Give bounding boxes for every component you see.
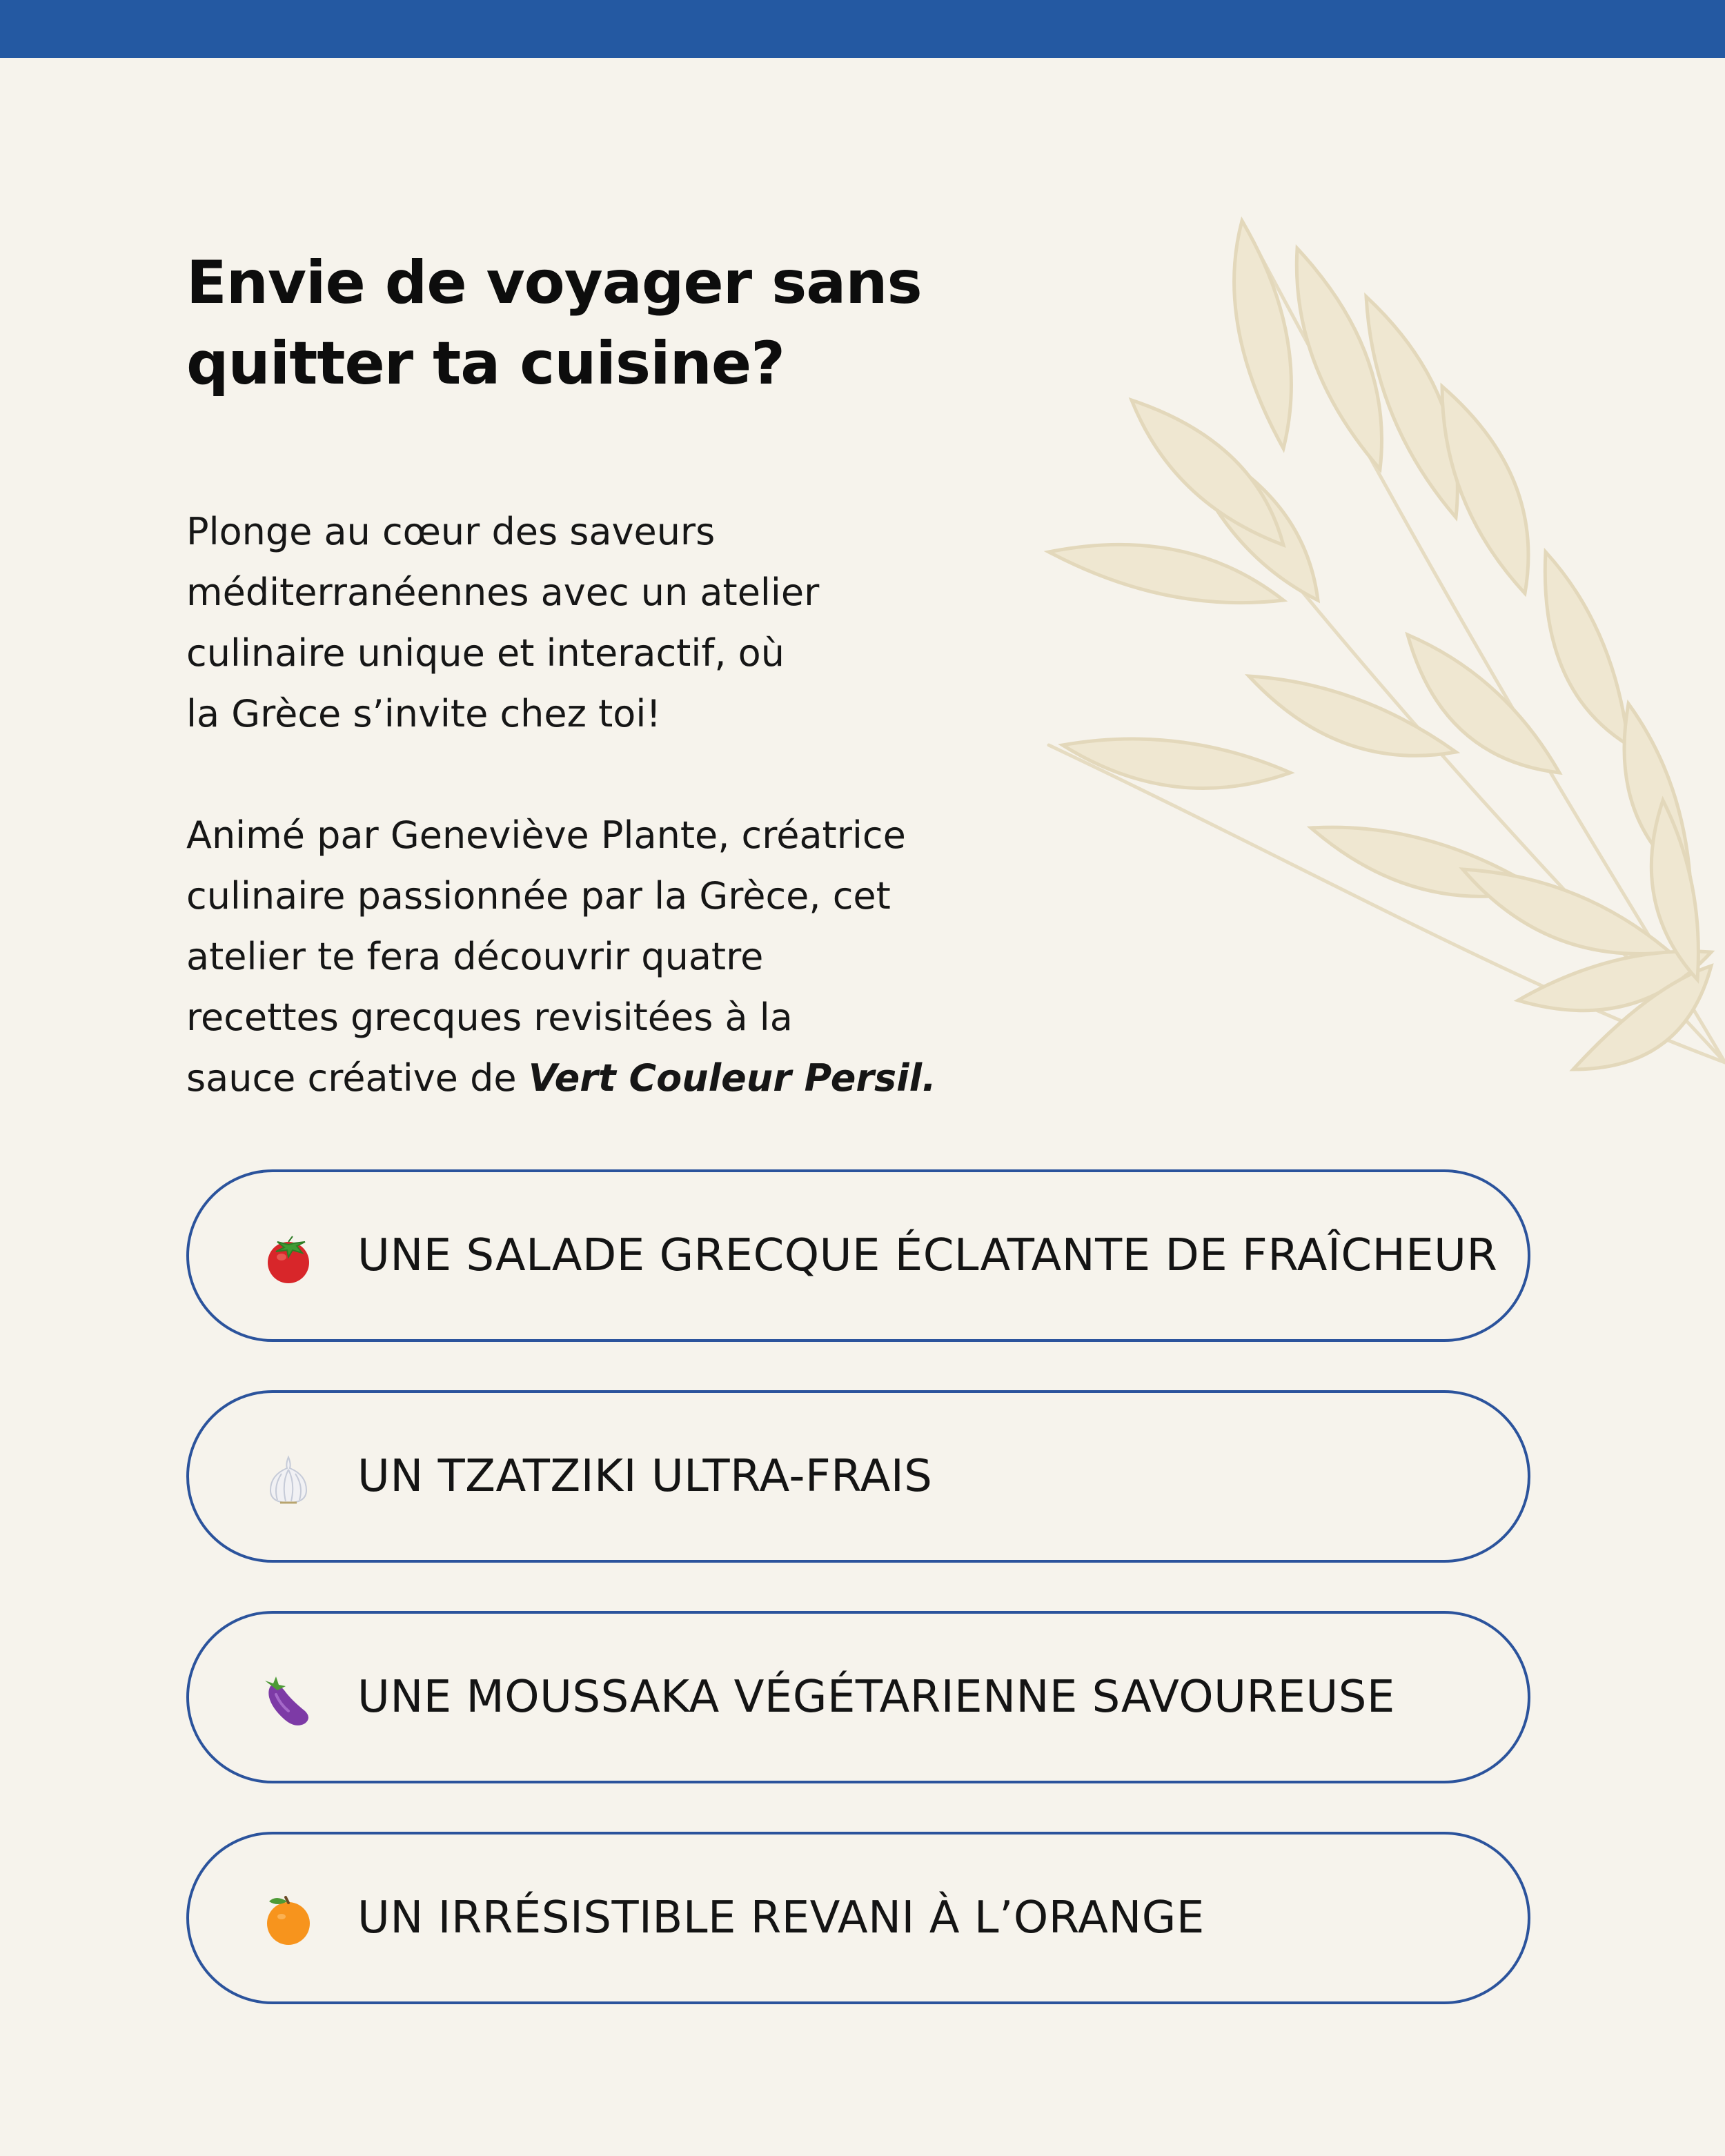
- recipe-label: UN TZATZIKI ULTRA-FRAIS: [357, 1451, 933, 1502]
- brand-name: Vert Couleur Persil.: [528, 1056, 936, 1100]
- recipe-label: UNE SALADE GRECQUE ÉCLATANTE DE FRAÎCHEUR: [357, 1230, 1498, 1281]
- top-accent-bar: [0, 0, 1725, 58]
- intro-line: culinaire unique et interactif, où: [186, 631, 785, 675]
- intro-line: Plonge au cœur des saveurs: [186, 510, 716, 553]
- recipe-label: UNE MOUSSAKA VÉGÉTARIENNE SAVOUREUSE: [357, 1672, 1395, 1723]
- host-line: culinaire passionnée par la Grèce, cet: [186, 874, 891, 918]
- recipe-item-salad: [186, 1169, 1530, 1342]
- host-line: recettes grecques revisitées à la: [186, 996, 793, 1039]
- orange-icon: [261, 1893, 316, 1948]
- recipe-item-revani: [186, 1832, 1530, 2004]
- recipe-label: UN IRRÉSISTIBLE REVANI À L’ORANGE: [357, 1892, 1205, 1944]
- intro-line: la Grèce s’invite chez toi!: [186, 692, 661, 735]
- rosemary-illustration-icon: [1021, 207, 1725, 1131]
- host-line: atelier te fera découvrir quatre: [186, 935, 764, 978]
- intro-line: méditerranéennes avec un atelier: [186, 571, 820, 614]
- page-title: [186, 243, 1014, 404]
- recipe-item-tzatziki: [186, 1390, 1530, 1563]
- host-last-line: [186, 1048, 1014, 1109]
- host-paragraph: [186, 805, 1014, 1109]
- title-line: Envie de voyager sans: [186, 248, 922, 317]
- host-line: Animé par Geneviève Plante, créatrice: [186, 813, 906, 857]
- intro-paragraph: [186, 502, 1014, 744]
- title-line: quitter ta cuisine?: [186, 329, 785, 398]
- recipe-item-moussaka: [186, 1611, 1530, 1783]
- garlic-icon: [261, 1452, 316, 1507]
- tomato-icon: [261, 1231, 316, 1286]
- eggplant-icon: [261, 1672, 316, 1728]
- host-line-prefix: sauce créative de: [186, 1056, 529, 1100]
